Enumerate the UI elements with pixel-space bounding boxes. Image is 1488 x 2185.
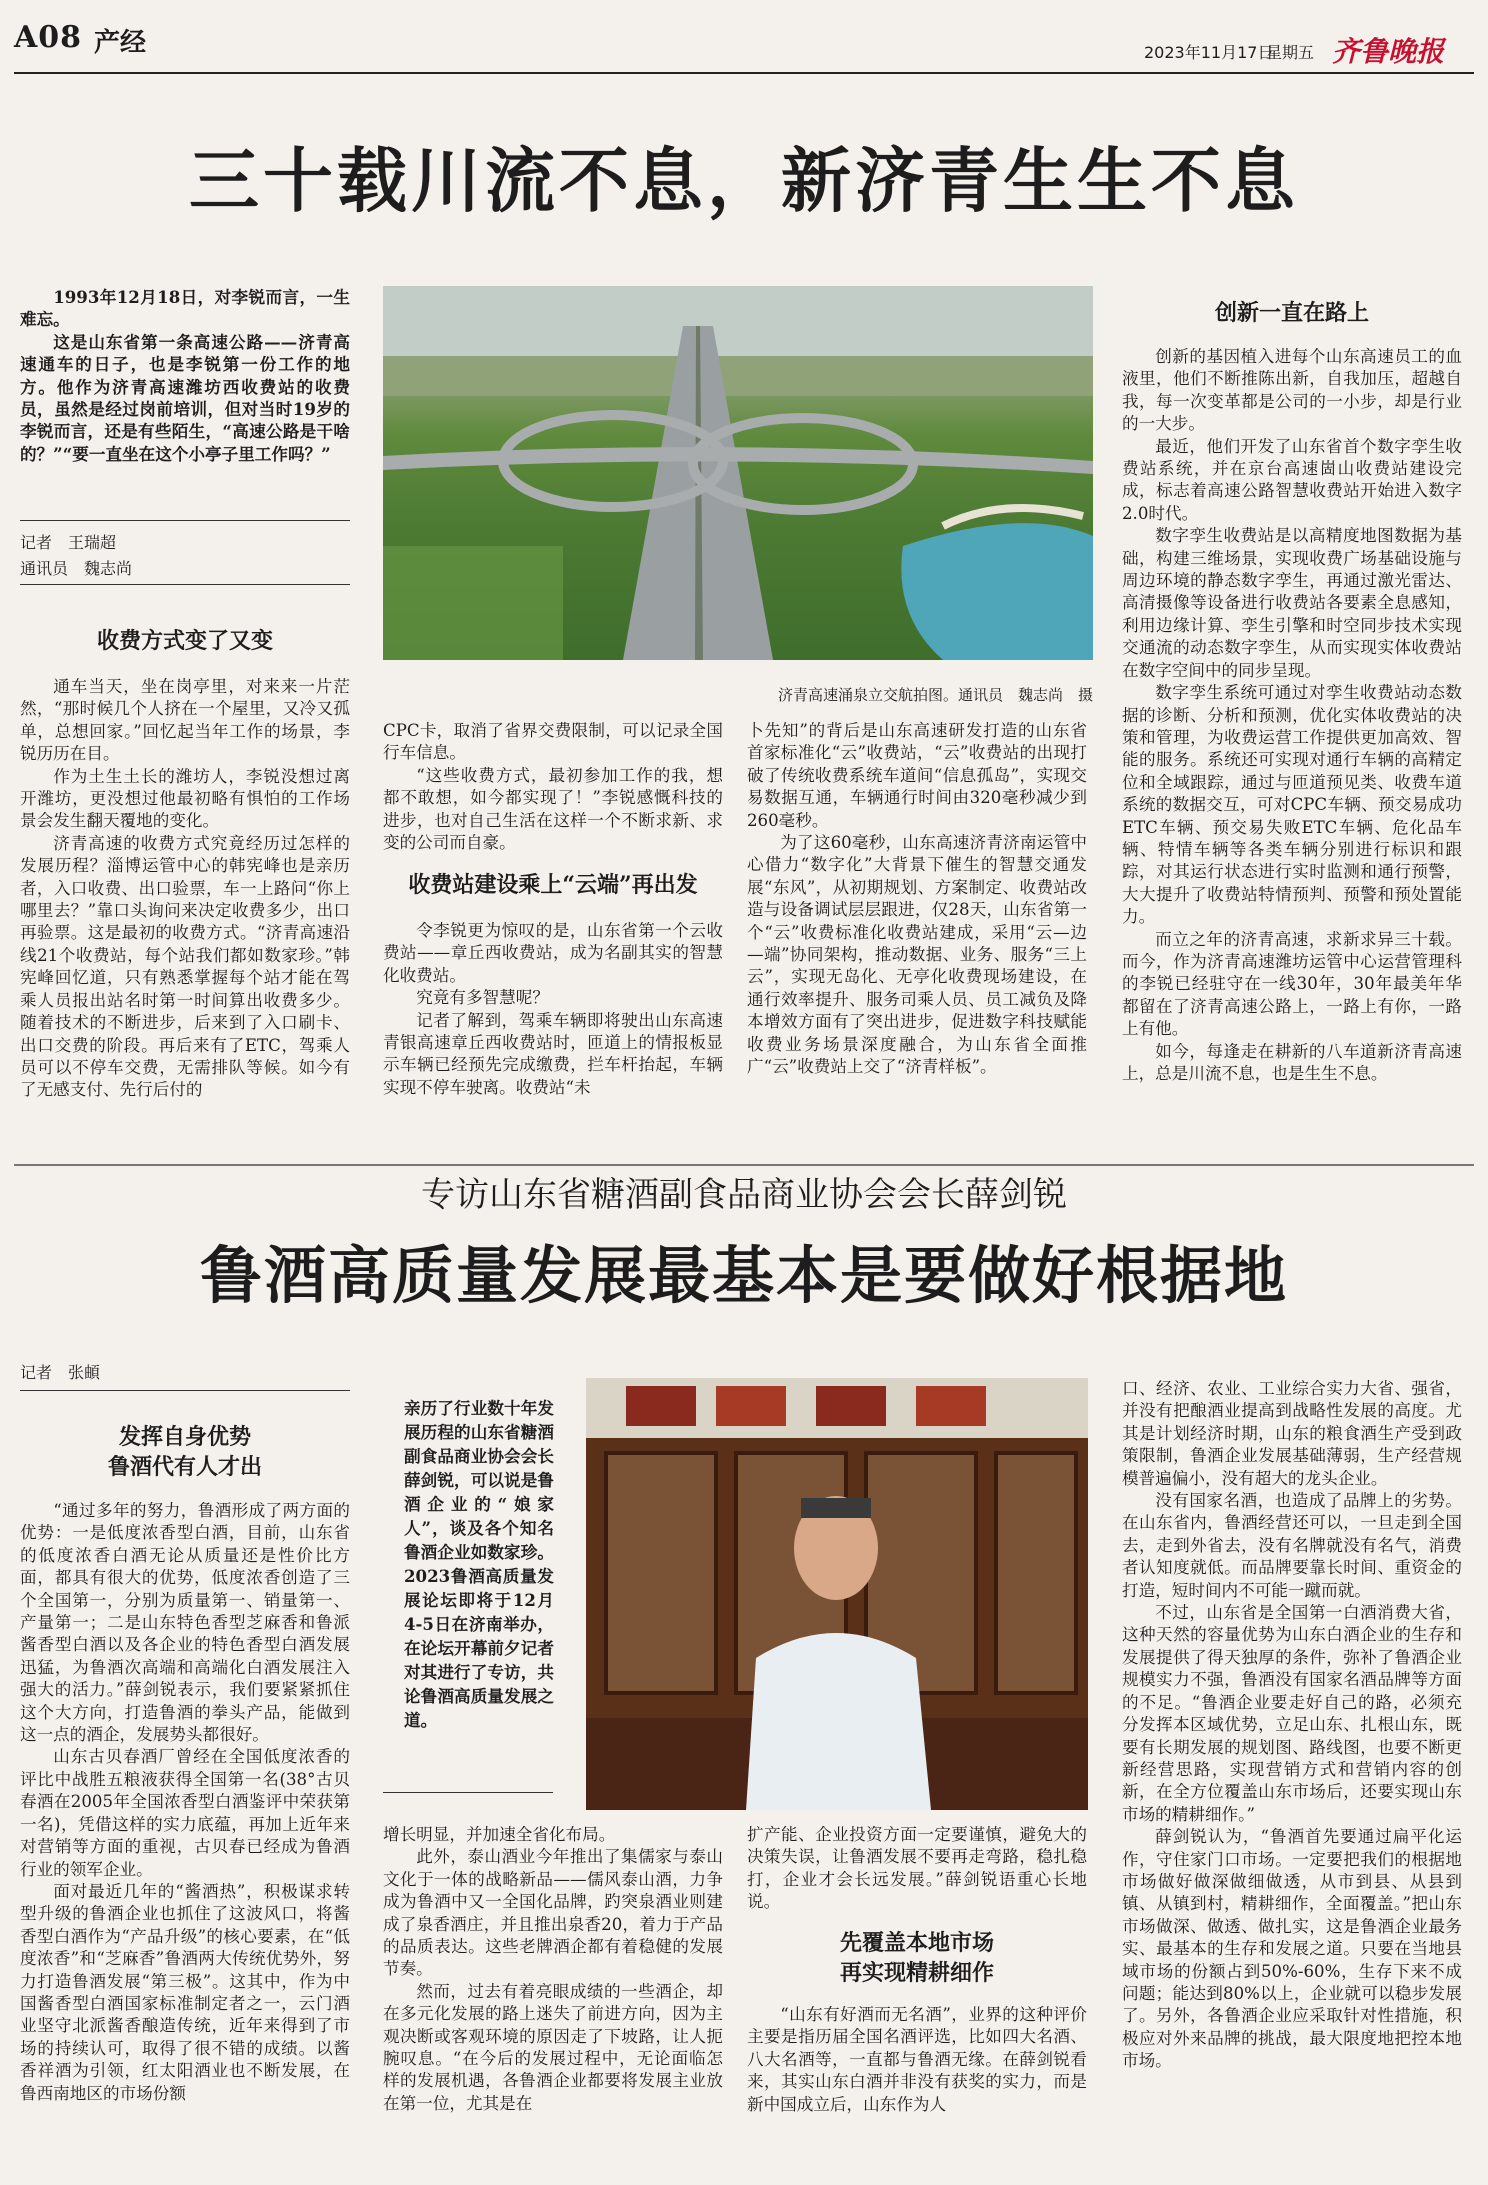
lead-para: 1993年12月18日，对李锐而言，一生难忘。 <box>20 287 350 330</box>
article1-title: 三十载川流不息，新济青生生不息 <box>189 139 1299 222</box>
portrait-photo <box>586 1378 1088 1810</box>
article2-kicker: 专访山东省糖酒副食品商业协会会长薛剑锐 <box>421 1175 1067 1215</box>
person-shirt <box>746 1633 931 1810</box>
paragraph: 作为土生土长的潍坊人，李锐没想过离开潍坊，更没想过他最初略有惧怕的工作场景会发生翻天覆地的变化。 <box>20 766 350 831</box>
paragraph: 山东古贝春酒厂曾经在全国低度浓香的评比中战胜五粮液获得全国第一名(38°古贝春酒在2005年全国浓香型白酒鉴评中荣获第一名)，凭借这样的实力底蕴，再加上近年来对营销等方面的重视，古贝春已经成为鲁酒行业的领军企业。 <box>20 1747 350 1879</box>
correspondent: 通讯员 魏志尚 <box>20 559 133 578</box>
paragraph: 济青高速的收费方式究竟经历过怎样的发展历程？淄博运管中心的韩宪峰也是亲历者，入口收费、出口验票，车一上路问“你上哪里去？”靠口头询问来决定收费多少，出口再验票。这是最初的收费方式。“济青高速沿线21个收费站，每个站我们都如数家珍。”韩宪峰回忆道，只有熟悉掌握每个站才能在驾乘人员报出站名时第一时间算出收费多少。随着技术的不断进步，后来到了入口刷卡、出口交费的阶段。再后来有了ETC，驾乘人员可以不停车交费，无需排队等候。如今有了无感支付、先行后付的 <box>20 833 350 1100</box>
reporter-rule <box>20 1390 350 1391</box>
article2-col2 <box>383 1824 723 2115</box>
paragraph: 通车当天，坐在岗亭里，对来来一片茫然，“那时候几个人挤在一个屋里，又冷又孤单，总想回家。”回忆起当年工作的场景，李锐历历在目。 <box>20 677 350 764</box>
header-rule <box>14 72 1474 74</box>
article2-col1 <box>20 1500 350 2105</box>
paragraph: 不过，山东省是全国第一白酒消费大省，这种天然的容量优势为山东白酒企业的生存和发展提供了得天独厚的条件，弥补了鲁酒企业规模实力不强，鲁酒没有国家名酒品牌等方面的不足。“鲁酒企业要走好自己的路，必须充分发挥本区域优势，立足山东、扎根山东，既要有长期发展的规划图、路线图，也要不断更新经营思路，实现营销方式和营销内容的创新，在全方位覆盖山东市场后，还要实现山东市场的精耕细作。” <box>1122 1603 1462 1824</box>
paragraph: 增长明显，并加速全省化布局。 <box>383 1825 616 1844</box>
paragraph: 记者了解到，驾乘车辆即将驶出山东高速青银高速章丘西收费站时，匝道上的情报板显示车辆已经预先完成缴费，拦车杆抬起，车辆实现不停车驶离。收费站“未 <box>383 1010 723 1097</box>
lead-para: 这是山东省第一条高速公路——济青高速通车的日子，也是李锐第一份工作的地方。他作为济青高速潍坊西收费站的收费员，虽然是经过岗前培训，但对当时19岁的李锐而言，还是有些陌生，“高速公路是干啥的？”“要一直坐在这个小亭子里工作吗？” <box>20 331 350 464</box>
paragraph: 面对最近几年的“酱酒热”，积极谋求转型升级的鲁酒企业也抓住了这波风口，将酱香型白酒作为“产品升级”的核心要素，在“低度浓香”和“芝麻香”鲁酒两大传统优势外，努力打造鲁酒发展“第三极”。这其中，作为中国酱香型白酒国家标准制定者之一，云门酒业坚守北派酱香酿造传统，近年来得到了市场的持续认可，取得了很不错的成绩。以酱香祥酒为引领，红太阳酒业也不断发展，在鲁西南地区的市场份额 <box>20 1881 350 2103</box>
lead-box-rule <box>383 1792 553 1793</box>
paragraph: 口、经济、农业、工业综合实力大省、强省，并没有把酿酒业提高到战略性发展的高度。尤其是计划经济时期，山东的粮食酒生产受到政策限制，鲁酒企业发展基础薄弱，生产经营规模普遍偏小，没有超大的龙头企业。 <box>1122 1379 1462 1488</box>
paragraph: 此外，泰山酒业今年推出了集儒家与泰山文化于一体的战略新品——儒风泰山酒，力争成为鲁酒中又一全国化品牌，趵突泉酒业则建成了泉香酒庄，并且推出泉香20，着力于产品的品质表达。这些老牌酒企都有着稳健的发展节奏。 <box>383 1847 723 1979</box>
subhead-cloud-station: 收费站建设乘上“云端”再出发 <box>408 872 698 898</box>
lead-rule <box>20 520 350 521</box>
article2-col4 <box>1122 1378 1462 2073</box>
paragraph: 卜先知”的背后是山东高速研发打造的山东省首家标准化“云”收费站，“云”收费站的出现打破了传统收费系统车道间“信息孤岛”，实现交易数据互通，车辆通行时间由320毫秒减少到260毫秒。 <box>747 721 1087 830</box>
issue-weekday: 星期五 <box>1266 43 1315 62</box>
article1-col4 <box>1122 346 1462 1085</box>
article2-subhead-2 <box>747 1928 1087 1988</box>
article2-title: 鲁酒高质量发展最基本是要做好根据地 <box>199 1239 1288 1312</box>
paragraph: 创新的基因植入进每个山东高速员工的血液里，他们不断推陈出新，自我加压，超越自我，每一次变革都是公司的一小步，却是行业的一大步。 <box>1122 347 1462 434</box>
article2-col3 <box>747 1824 1087 1914</box>
paragraph: 究竟有多智慧呢？ <box>416 988 549 1008</box>
paragraph: 没有国家名酒，也造成了品牌上的劣势。在山东省内，鲁酒经营还可以，一旦走到全国去，走到外省去，没有名牌就没有名气，消费者认知度就低。而品牌要靠长时间、重资金的打造，短时间内不可能一蹴而就。 <box>1122 1491 1462 1600</box>
subhead-line: 再实现精耕细作 <box>839 1960 994 1986</box>
article1-col2 <box>383 720 723 854</box>
paragraph: 而立之年的济青高速，求新求异三十载。而今，作为济青高速潍坊运管中心运营管理科的李锐已经驻守在一线30年，30年最美年华都留在了济青高速公路上，一路上有你，一路上有他。 <box>1122 929 1462 1039</box>
article1-lead <box>20 286 350 465</box>
subhead-line: 发挥自身优势 <box>118 1424 251 1450</box>
paragraph: 数字孪生系统可通过对孪生收费站动态数据的诊断、分析和预测，优化实体收费站的决策和管理，为收费运营工作提供更加高效、智能的服务。系统还可实现对通行车辆的高精定位和全域跟踪，通过与匝道预见类、收费车道系统的数据交互，可对CPC车辆、预交易成功ETC车辆、预交易失败ETC车辆、危化品车辆、特情车辆等各类车辆分别进行标识和跟踪，对其运行状态进行实时监测和通行预警，大大提升了收费站特情预判、预警和预处置能力。 <box>1122 683 1462 927</box>
article2-reporter: 记者 张頔 <box>20 1363 101 1382</box>
byline-rule <box>20 584 350 585</box>
article1-col2b <box>383 920 723 1099</box>
paragraph: 为了这60毫秒，山东高速济青济南运管中心借力“数字化”大背景下催生的智慧交通发展“东风”，从初期规划、方案制定、收费站改造与设备调试层层跟进，仅28天，山东省第一个“云”收费标准化收费站建成，采用“云—边—端”协同架构，推动数据、业务、服务“三上云”，实现无岛化、无亭化收费现场建设，在通行效率提升、服务司乘人员、员工减负及降本增效方面有了突出进步，促进数字科技赋能收费业务场景深度融合，为山东省全面推广“云”收费站上交了“济青样板”。 <box>747 833 1087 1077</box>
article2-lead: 亲历了行业数十年发展历程的山东省糖酒副食品商业协会会长薛剑锐，可以说是鲁酒企业的“娘家人”，谈及各个知名鲁酒企业如数家珍。2023鲁酒高质量发展论坛即将于12月4-5日在济南举办，在论坛开幕前夕记者对其进行了专访，共论鲁酒高质量发展之道。 <box>404 1398 554 1730</box>
sky-haze <box>383 286 1093 356</box>
page-code: A08 <box>14 20 83 55</box>
paragraph: 最近，他们开发了山东省首个数字孪生收费站系统，并在京台高速崮山收费站建设完成，标志着高速公路智慧收费站开始进入数字2.0时代。 <box>1122 436 1462 523</box>
reporter: 记者 王瑞超 <box>20 533 117 552</box>
issue-date: 2023年11月17日 <box>1144 43 1274 62</box>
paragraph: 薛剑锐认为，“鲁酒首先要通过扁平化运作，守住家门口市场。一定要把我们的根据地市场做好做深做细做透，从市到县、从县到镇、从镇到村，精耕细作，全面覆盖。”把山东市场做深、做透、做扎实，这是鲁酒企业最务实、最基本的生存和发展之道。只要在当地县域市场的份额占到50%-60%，生存下来不成问题；能达到80%以上，企业就可以稳步发展了。另外，各鲁酒企业应采取针对性措施，积极应对外来品牌的挑战，最大限度地把控本地市场。 <box>1122 1827 1462 2071</box>
paragraph: “这些收费方式，最初参加工作的我，想都不敢想，如今都实现了！”李锐感慨科技的进步，也对自己生活在这样一个不断求新、求变的公司而自豪。 <box>383 765 723 853</box>
paragraph: 然而，过去有着亮眼成绩的一些酒企，却在多元化发展的路上迷失了前进方向，因为主观决断或客观环境的原因走了下坡路，让人扼腕叹息。“在今后的发展过程中，无论面临怎样的发展机遇，各鲁酒企业都要将发展主业放在第一位，尤其是在 <box>383 1981 723 2113</box>
interchange-illustration <box>383 286 1093 660</box>
paragraph: 令李锐更为惊叹的是，山东省第一个云收费站——章丘西收费站，成为名副其实的智慧化收费站。 <box>383 921 723 985</box>
paragraph: “通过多年的努力，鲁酒形成了两方面的优势：一是低度浓香型白酒，目前，山东省的低度浓香白酒无论从质量还是性价比方面，都具有很大的优势，低度浓香创造了三个全国第一，分别为质量第一、销量第一、产量第一；二是山东特色香型芝麻香和鲁派酱香型白酒以及各企业的特色香型白酒发展迅猛，为鲁酒次高端和高端化白酒发展注入强大的活力。”薛剑锐表示，我们要紧紧抓住这个大方向，打造鲁酒的拳头产品，能做到这一点的酒企，发展势头都很好。 <box>20 1501 350 1745</box>
subhead-line: 先覆盖本地市场 <box>839 1930 994 1956</box>
subhead-line: 鲁酒代有人才出 <box>107 1454 262 1480</box>
paper-logo: 齐鲁晚报 <box>1332 35 1445 68</box>
section-name: 产经 <box>94 28 147 58</box>
article1-col3 <box>747 720 1087 1079</box>
paragraph: “山东有好酒而无名酒”，业界的这种评价主要是指历届全国名酒评选，比如四大名酒、八大名酒等，一直都与鲁酒无缘。在薛剑锐看来，其实山东白酒并非没有获奖的实力，而是新中国成立后，山东作为人 <box>747 2005 1087 2114</box>
article2-col3b <box>747 2004 1087 2116</box>
reservoir <box>901 523 1093 660</box>
paragraph: 如今，每逢走在耕新的八车道新济青高速上，总是川流不息，也是生生不息。 <box>1122 1041 1462 1083</box>
far-fields <box>383 356 1093 396</box>
page-header <box>14 14 1474 70</box>
subhead-fee-method: 收费方式变了又变 <box>96 628 273 654</box>
photo-caption: 济青高速涌泉立交航拍图。通讯员 魏志尚 摄 <box>777 686 1093 704</box>
paragraph: CPC卡，取消了省界交费限制，可以记录全国行车信息。 <box>383 721 723 763</box>
interchange-photo <box>383 286 1093 660</box>
paragraph: 扩产能、企业投资方面一定要谨慎，避免大的决策失误，让鲁酒发展不要再走弯路，稳扎稳打，企业才会长远发展。”薛剑锐语重心长地说。 <box>747 1825 1087 1912</box>
article-separator <box>14 1164 1474 1166</box>
office-illustration <box>586 1378 1088 1810</box>
article2-subhead-1 <box>20 1422 350 1482</box>
article1-col1 <box>20 676 350 1102</box>
subhead-innovation: 创新一直在路上 <box>1214 300 1369 326</box>
paragraph: 数字孪生收费站是以高精度地图数据为基础，构建三维场景，实现收费广场基础设施与周边环境的静态数字孪生，再通过激光雷达、高清摄像等设备进行收费站各要素全息感知，利用边缘计算、孪生引擎和时空同步技术实现交通流的动态数字孪生，从而实现实体收费站在数字空间中的同步呈现。 <box>1122 526 1462 680</box>
article1-byline <box>20 530 350 582</box>
